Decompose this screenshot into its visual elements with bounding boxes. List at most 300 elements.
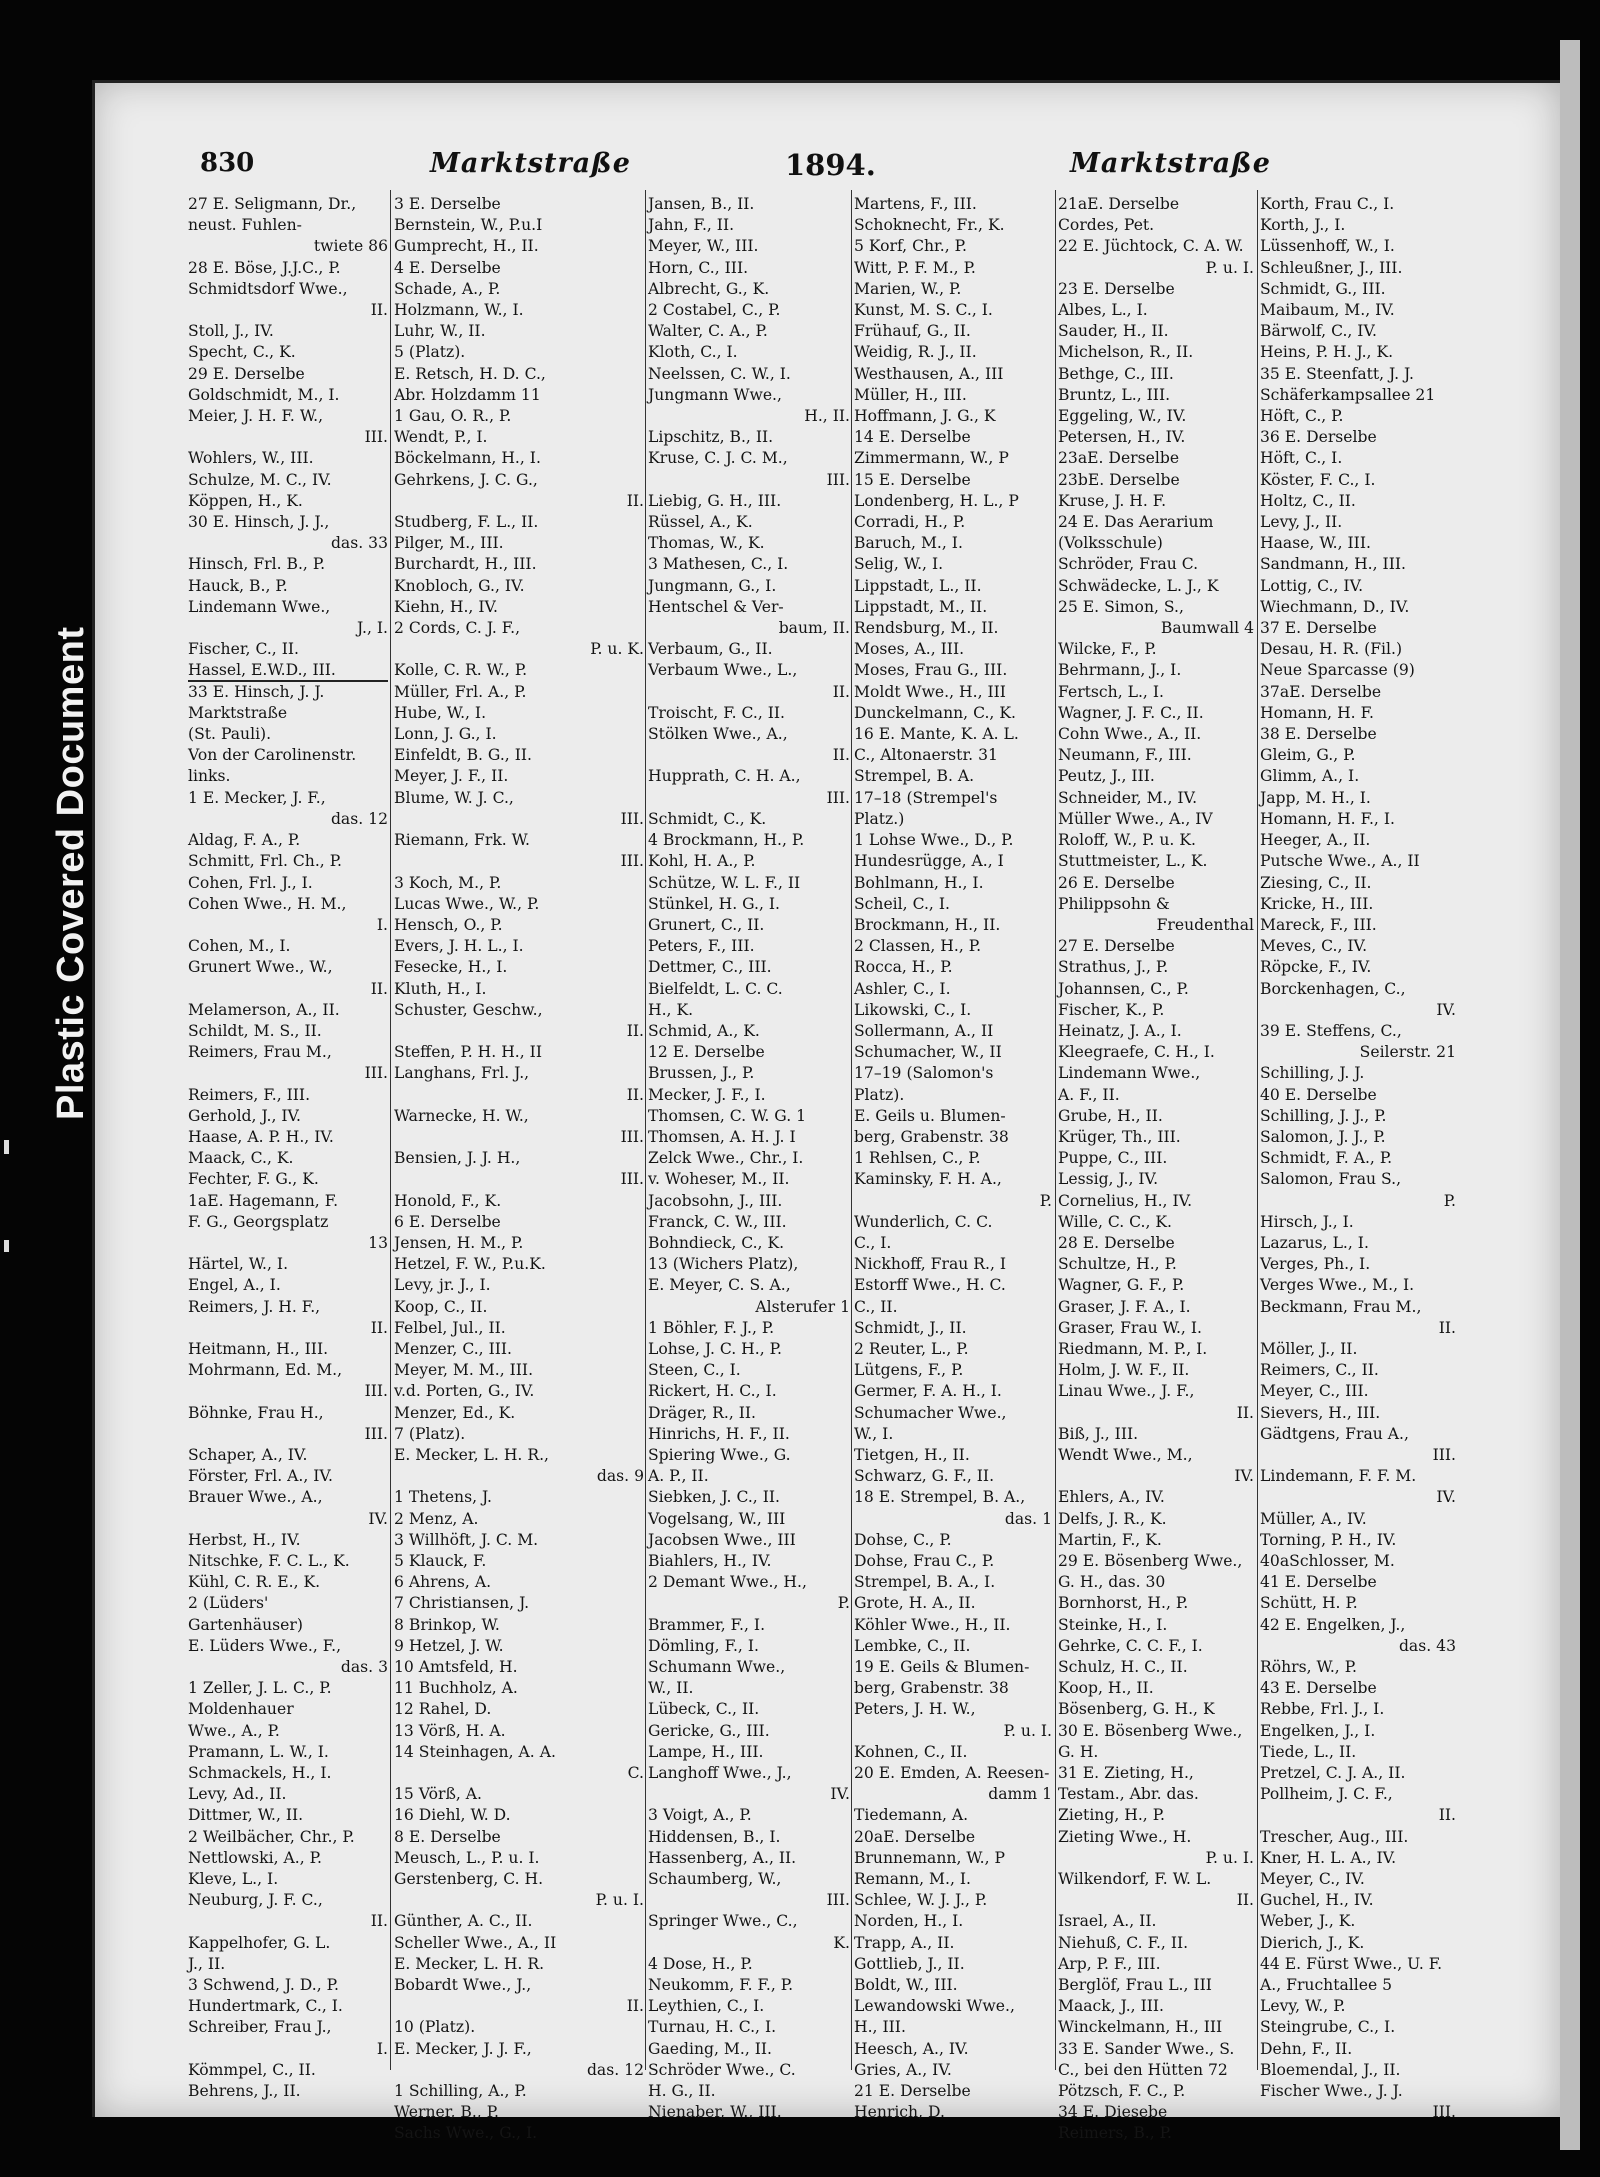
directory-line: 8 E. Derselbe [394, 1827, 501, 1846]
directory-column-4 [854, 194, 1052, 2122]
directory-line: 5 Korf, Chr., P. [854, 237, 967, 256]
directory-line: Strempel, B. A., I. [854, 1573, 996, 1592]
adjacent-page-edge [1560, 40, 1580, 2150]
directory-line: K. [833, 1933, 850, 1952]
directory-line: Wille, C. C., K. [1058, 1212, 1172, 1231]
directory-line: 3 Koch, M., P. [394, 873, 502, 892]
directory-line: Schulz, H. C., II. [1058, 1658, 1188, 1677]
directory-line: Homann, H. F. [1260, 703, 1374, 722]
directory-line: Roloff, W., P. u. K. [1058, 831, 1196, 850]
directory-line: Mohrmann, Ed. M., [188, 1361, 343, 1380]
directory-line: Likowski, C., I. [854, 1000, 972, 1019]
directory-line: C. [627, 1764, 644, 1783]
directory-line: Gumprecht, H., II. [394, 237, 539, 256]
directory-line: Graser, Frau W., I. [1058, 1318, 1202, 1337]
directory-line: 42 E. Engelken, J., [1260, 1615, 1406, 1634]
directory-line: Höft, C., P. [1260, 407, 1344, 426]
directory-line: Nettlowski, A., P. [188, 1848, 322, 1867]
directory-line: Förster, Frl. A., IV. [188, 1467, 333, 1486]
directory-line: v. Woheser, M., II. [648, 1170, 790, 1189]
directory-line: Guchel, H., IV. [1260, 1891, 1374, 1910]
directory-column-3 [648, 194, 850, 2122]
directory-line: Strempel, B. A. [854, 767, 975, 786]
directory-line: II. [832, 746, 850, 765]
directory-line: Verbaum, G., II. [648, 640, 773, 659]
directory-line: Köster, F. C., I. [1260, 470, 1376, 489]
directory-line: Meusch, L., P. u. I. [394, 1848, 540, 1867]
directory-line: Dierich, J., K. [1260, 1933, 1365, 1952]
directory-line: Herbst, H., IV. [188, 1530, 301, 1549]
directory-line: 39 E. Steffens, C., [1260, 1021, 1402, 1040]
directory-line: Seilerstr. 21 [1359, 1043, 1456, 1062]
directory-line: Stünkel, H. G., I. [648, 894, 781, 913]
directory-line: 17–18 (Strempel's [854, 788, 998, 807]
directory-line: 31 E. Zieting, H., [1058, 1764, 1194, 1783]
directory-line: Puppe, C., III. [1058, 1149, 1168, 1168]
directory-line: Gaeding, M., II. [648, 2039, 773, 2058]
directory-line: Zieting Wwe., H. [1058, 1827, 1192, 1846]
directory-line: Linau Wwe., J. F., [1058, 1382, 1195, 1401]
directory-line: Jahn, F., II. [648, 216, 735, 235]
directory-line: Grunert, C., II. [648, 915, 765, 934]
directory-line: Tiedemann, A. [854, 1806, 969, 1825]
directory-line: Scheil, C., I. [854, 894, 950, 913]
directory-line: Baumwall 4 [1160, 619, 1254, 638]
directory-column-5 [1058, 194, 1254, 2143]
directory-line: Dunckelmann, C., K. [854, 703, 1016, 722]
directory-line: Levy, J., II. [1260, 513, 1343, 532]
directory-line: Grunert Wwe., W., [188, 958, 333, 977]
directory-line: Schilling, J. J., P. [1260, 1106, 1387, 1125]
directory-line: Homann, H. F., I. [1260, 809, 1395, 828]
directory-line: Steingrube, C., I. [1260, 2018, 1396, 2037]
directory-line: Ashler, C., I. [854, 979, 951, 998]
directory-line: Günther, A. C., II. [394, 1912, 533, 1931]
directory-line: 9 Hetzel, J. W. [394, 1636, 504, 1655]
directory-line: das. 3 [340, 1658, 388, 1677]
directory-line: Aldag, F. A., P. [188, 831, 301, 850]
directory-line: Langhans, Frl. J., [394, 1064, 530, 1083]
directory-line: P. u. I. [1003, 1721, 1052, 1740]
directory-line: Mareck, F., III. [1260, 915, 1377, 934]
directory-line: Hassenberg, A., II. [648, 1848, 797, 1867]
directory-line: Einfeldt, B. G., II. [394, 746, 532, 765]
side-label-text: Plastic Covered Document [50, 626, 92, 1120]
directory-line: Neuburg, J. F. C., [188, 1891, 323, 1910]
directory-line: Fischer, K., P. [1058, 1000, 1165, 1019]
directory-line: Torning, P. H., IV. [1260, 1530, 1397, 1549]
directory-line: Neumann, F., III. [1058, 746, 1192, 765]
directory-line: Verges Wwe., M., I. [1260, 1276, 1415, 1295]
directory-line: 2 Weilbächer, Chr., P. [188, 1827, 355, 1846]
directory-line: II. [370, 979, 388, 998]
directory-line: Remann, M., I. [854, 1870, 972, 1889]
directory-line: Wagner, J. F. C., II. [1058, 703, 1204, 722]
column-rule [645, 190, 646, 2070]
directory-line: Delfs, J. R., K. [1058, 1509, 1167, 1528]
directory-line: Kleve, L., I. [188, 1870, 279, 1889]
directory-line: Böhnke, Frau H., [188, 1403, 324, 1422]
directory-line: Marien, W., P. [854, 279, 962, 298]
directory-line: Winckelmann, H., III [1058, 2018, 1223, 2037]
directory-line: Martens, F., III. [854, 195, 977, 213]
directory-line: IV. [368, 1509, 388, 1528]
directory-line: Bernstein, W., P.u.I [394, 216, 543, 235]
directory-line: III. [826, 788, 850, 807]
directory-line: Wiechmann, D., IV. [1260, 597, 1410, 616]
directory-line: Kohl, H. A., P. [648, 852, 756, 871]
directory-line: Hauck, B., P. [188, 576, 288, 595]
directory-line: 29 E. Bösenberg Wwe., [1058, 1552, 1243, 1570]
directory-line: III. [364, 1064, 388, 1083]
directory-line: 23aE. Derselbe [1058, 449, 1180, 468]
directory-line: Lüssenhoff, W., I. [1260, 237, 1395, 256]
directory-line: 38 E. Derselbe [1260, 725, 1377, 744]
directory-line: Thomas, W., K. [648, 534, 765, 553]
directory-line: Meier, J. H. F. W., [188, 407, 324, 426]
directory-line: Luhr, W., II. [394, 322, 486, 341]
page-number: 830 [200, 148, 255, 178]
directory-line: Lonn, J. G., I. [394, 725, 497, 744]
directory-line: Hube, W., I. [394, 703, 487, 722]
directory-line: 1 Lohse Wwe., D., P. [854, 831, 1014, 850]
directory-line: Horn, C., III. [648, 258, 749, 277]
directory-line: H. G., II. [648, 2082, 716, 2101]
directory-line: Israel, A., II. [1058, 1912, 1157, 1931]
directory-line: Neukomm, F. F., P. [648, 1976, 794, 1995]
column-rule [1055, 190, 1056, 2070]
directory-line: Neue Sparcasse (9) [1260, 661, 1415, 680]
directory-line: Lohse, J. C. H., P. [648, 1339, 782, 1358]
directory-line: Springer Wwe., C., [648, 1912, 798, 1931]
directory-line: Moldt Wwe., H., III [854, 682, 1006, 701]
directory-line: Berglöf, Frau L., III [1058, 1976, 1212, 1995]
directory-line: E. Meyer, C. S. A., [648, 1276, 791, 1295]
directory-line: 2 Cords, C. J. F., [394, 619, 521, 638]
directory-line: Gries, A., IV. [854, 2060, 952, 2079]
directory-line: II. [1236, 1403, 1254, 1422]
directory-line: 3 Voigt, A., P. [648, 1806, 752, 1825]
directory-line: 13 (Wichers Platz), [648, 1255, 799, 1274]
directory-line: 34 E. Diesebe [1058, 2103, 1168, 2122]
directory-line: IV. [1436, 1000, 1456, 1019]
directory-line: Schwädecke, L. J., K [1058, 576, 1219, 595]
directory-line: Kloth, C., I. [648, 343, 738, 362]
directory-line: Gehrkens, J. C. G., [394, 470, 538, 489]
directory-line: Kleegraefe, C. H., I. [1058, 1043, 1215, 1062]
directory-line: Kner, H. L. A., IV. [1260, 1848, 1397, 1867]
directory-line: Riemann, Frk. W. [394, 831, 530, 850]
directory-line: Henrich, D. [854, 2103, 945, 2122]
directory-line: 14 E. Derselbe [854, 428, 971, 447]
directory-line: Verges, Ph., I. [1260, 1255, 1371, 1274]
directory-line: Peters, F., III. [648, 937, 755, 956]
directory-line: Pretzel, C. J. A., II. [1260, 1764, 1406, 1783]
directory-line: F. G., Georgsplatz [188, 1212, 329, 1231]
directory-line: Pilger, M., III. [394, 534, 504, 553]
directory-line: Dettmer, C., III. [648, 958, 772, 977]
directory-line: Biahlers, H., IV. [648, 1552, 772, 1570]
column-rule [851, 190, 852, 2070]
directory-line: Werner, B., P. [394, 2103, 499, 2122]
directory-line: Fischer, C., II. [188, 640, 299, 659]
directory-line: Nienaber, W., III. [648, 2103, 782, 2122]
directory-line: Röpcke, F., IV. [1260, 958, 1372, 977]
running-head-year: 1894. [785, 148, 876, 182]
directory-line: Bösenberg, G. H., K [1058, 1700, 1215, 1719]
directory-line: Zimmermann, W., P [854, 449, 1009, 468]
directory-line: 18 E. Strempel, B. A., [854, 1488, 1026, 1507]
directory-line: Rüssel, A., K. [648, 513, 753, 532]
directory-line: 16 E. Mante, K. A. L. [854, 725, 1019, 744]
directory-line: Köhler Wwe., H., II. [854, 1615, 1011, 1634]
directory-line: Menzer, C., III. [394, 1339, 513, 1358]
directory-line: Fechter, F. G., K. [188, 1170, 319, 1189]
directory-line: I. [376, 915, 388, 934]
directory-line: Melamerson, A., II. [188, 1000, 340, 1019]
directory-line: Behrens, J., II. [188, 2082, 301, 2101]
directory-line: I. [376, 2039, 388, 2058]
directory-line: Rocca, H., P. [854, 958, 953, 977]
directory-line: Grote, H. A., II. [854, 1594, 976, 1613]
directory-line: Heitmann, H., III. [188, 1339, 329, 1358]
directory-line: 1 Rehlsen, C., P. [854, 1149, 981, 1168]
directory-line: Schmidt, G., III. [1260, 279, 1386, 298]
directory-line: 30 E. Bösenberg Wwe., [1058, 1721, 1243, 1740]
directory-line: Witt, P. F. M., P. [854, 258, 976, 277]
directory-line: Lübeck, C., II. [648, 1700, 760, 1719]
directory-line: Lindemann Wwe., [188, 597, 331, 616]
directory-line: Salomon, J. J., P. [1260, 1127, 1386, 1146]
directory-line: 19 E. Geils & Blumen- [854, 1658, 1030, 1677]
directory-line: Levy, Ad., II. [188, 1785, 287, 1804]
directory-line: Norden, H., I. [854, 1912, 964, 1931]
directory-line: III. [620, 852, 644, 871]
directory-line: Johannsen, C., P. [1058, 979, 1189, 998]
directory-line: Hundertmark, C., I. [188, 1997, 343, 2016]
directory-line: Turnau, H. C., I. [648, 2018, 777, 2037]
directory-line: Testam., Abr. das. [1058, 1785, 1199, 1804]
directory-line: 23bE. Derselbe [1058, 470, 1180, 489]
directory-line: Dittmer, W., II. [188, 1806, 304, 1825]
directory-line: Leythien, C., I. [648, 1997, 765, 2016]
directory-line: Schmid, A., K. [648, 1021, 760, 1040]
directory-line: 21aE. Derselbe [1058, 195, 1180, 213]
directory-line: Bloemendal, J., II. [1260, 2060, 1401, 2079]
column-rule [1257, 190, 1258, 2070]
directory-line: Reimers, Frau M., [188, 1043, 332, 1062]
directory-line: Möller, J., II. [1260, 1339, 1358, 1358]
directory-line: 13 [368, 1233, 388, 1252]
directory-line: Maibaum, M., IV. [1260, 301, 1395, 320]
directory-line: Tiede, L., II. [1260, 1742, 1357, 1761]
directory-line: II. [1438, 1806, 1456, 1825]
directory-line: Fesecke, H., I. [394, 958, 508, 977]
directory-line: IV. [1436, 1488, 1456, 1507]
directory-line: Kappelhofer, G. L. [188, 1933, 331, 1952]
directory-line: Spiering Wwe., G. [648, 1445, 791, 1464]
directory-line: Albes, L., I. [1058, 301, 1148, 320]
directory-line: Schoknecht, Fr., K. [854, 216, 1005, 235]
directory-line: 7 (Platz). [394, 1424, 466, 1443]
directory-line: 17–19 (Salomon's [854, 1064, 994, 1083]
directory-line: II. [626, 1085, 644, 1104]
directory-line: Moses, Frau G., III. [854, 661, 1008, 680]
directory-line: Desau, H. R. (Fil.) [1260, 640, 1403, 659]
directory-line: 26 E. Derselbe [1058, 873, 1175, 892]
directory-line: Meves, C., IV. [1260, 937, 1368, 956]
directory-line: E. Mecker, L. H. R. [394, 1954, 545, 1973]
directory-line: 2 Reuter, L., P. [854, 1339, 969, 1358]
directory-line: 2 Classen, H., P. [854, 937, 982, 956]
directory-line: Sauder, H., II. [1058, 322, 1169, 341]
directory-line: Marktstraße [188, 703, 288, 722]
directory-line: Heinatz, J. A., I. [1058, 1021, 1182, 1040]
directory-line: 20aE. Derselbe [854, 1827, 976, 1846]
directory-line: H., II. [804, 407, 850, 426]
directory-line: 35 E. Steenfatt, J. J. [1260, 364, 1415, 383]
directory-line: J., I. [356, 619, 388, 638]
directory-line: Dohse, C., P. [854, 1530, 952, 1549]
directory-line: Sievers, H., III. [1260, 1403, 1381, 1422]
directory-line: Rendsburg, M., II. [854, 619, 999, 638]
directory-line: Sachs Wwe., G., I. [394, 2124, 538, 2143]
directory-line: Lucas Wwe., W., P. [394, 894, 540, 913]
directory-line: 4 E. Derselbe [394, 258, 501, 277]
directory-line: 4 Brockmann, H., P. [648, 831, 805, 850]
directory-line: Verbaum Wwe., L., [648, 661, 798, 680]
directory-line: Schmitt, Frl. Ch., P. [188, 852, 342, 871]
directory-line: Hiddensen, B., I. [648, 1827, 781, 1846]
directory-line: Lippstadt, L., II. [854, 576, 982, 595]
directory-line: Brammer, F., I. [648, 1615, 766, 1634]
directory-line: Koop, C., II. [394, 1297, 488, 1316]
directory-line: 25 E. Simon, S., [1058, 597, 1184, 616]
directory-line: IV. [1234, 1467, 1254, 1486]
directory-line: Ziesing, C., II. [1260, 873, 1372, 892]
directory-line: 2 Menz, A. [394, 1509, 479, 1528]
directory-line: Lessig, J., IV. [1058, 1170, 1159, 1189]
directory-line: Salomon, Frau S., [1260, 1170, 1402, 1189]
directory-line: Schmidtsdorf Wwe., [188, 279, 348, 298]
directory-line: Meyer, M. M., III. [394, 1361, 534, 1380]
directory-line: Schaper, A., IV. [188, 1445, 308, 1464]
directory-line: Philippsohn & [1058, 894, 1170, 913]
directory-line: (St. Pauli). [188, 725, 272, 744]
directory-line: Hensch, O., P. [394, 915, 503, 934]
side-label [40, 600, 90, 1120]
directory-line: Meyer, C., III. [1260, 1382, 1369, 1401]
directory-line: Hirsch, J., I. [1260, 1212, 1354, 1231]
directory-line: Jungmann, G., I. [648, 576, 777, 595]
directory-line: Sollermann, A., II [854, 1021, 994, 1040]
directory-line: Gerhold, J., IV. [188, 1106, 302, 1125]
directory-line: III. [620, 1127, 644, 1146]
directory-line: Weber, J., K. [1260, 1912, 1356, 1931]
directory-line: Pramann, L. W., I. [188, 1742, 329, 1761]
directory-line: Wunderlich, C. C. [854, 1212, 993, 1231]
directory-line: Kohnen, C., II. [854, 1742, 968, 1761]
directory-line: Michelson, R., II. [1058, 343, 1194, 362]
directory-line: Maack, C., K. [188, 1149, 294, 1168]
directory-line: E. Retsch, H. D. C., [394, 364, 546, 383]
directory-line: Freudenthal [1156, 915, 1254, 934]
directory-line: Kruse, J. H. F. [1058, 491, 1167, 510]
directory-line: Wilcke, F., P. [1058, 640, 1157, 659]
directory-line: Borckenhagen, C., [1260, 979, 1406, 998]
directory-line: W., I. [854, 1424, 894, 1443]
directory-line: Ehlers, A., IV. [1058, 1488, 1165, 1507]
directory-line: Bärwolf, C., IV. [1260, 322, 1377, 341]
directory-line: Riedmann, M. P., I. [1058, 1339, 1208, 1358]
directory-line: 37 E. Derselbe [1260, 619, 1377, 638]
directory-line: Lampe, H., III. [648, 1742, 764, 1761]
directory-line: Hassel, E.W.D., III. [188, 661, 336, 680]
directory-line: 5 (Platz). [394, 343, 466, 362]
directory-line: links. [188, 767, 231, 786]
directory-line: Schleußner, J., III. [1260, 258, 1403, 277]
directory-line: 11 Buchholz, A. [394, 1679, 518, 1698]
directory-line: Holtz, C., II. [1260, 491, 1356, 510]
directory-line: Schildt, M. S., II. [188, 1021, 322, 1040]
directory-line: E. Geils u. Blumen- [854, 1106, 1006, 1125]
directory-line: Siebken, J. C., II. [648, 1488, 780, 1507]
directory-line: 40 E. Derselbe [1260, 1085, 1377, 1104]
directory-line: Hupprath, C. H. A., [648, 767, 801, 786]
directory-line: 44 E. Fürst Wwe., U. F. [1260, 1954, 1443, 1973]
directory-line: Schütt, H. P. [1260, 1594, 1358, 1613]
directory-line: II. [1438, 1318, 1456, 1337]
directory-line: Heeger, A., II. [1260, 831, 1371, 850]
directory-line: Schmackels, H., I. [188, 1764, 332, 1783]
directory-line: Warnecke, H. W., [394, 1106, 529, 1125]
directory-line: 1 Zeller, J. L. C., P. [188, 1679, 332, 1698]
directory-line: Peters, J. H. W., [854, 1700, 976, 1719]
directory-line: II. [370, 1912, 388, 1931]
directory-line: Müller, H., III. [854, 385, 967, 404]
directory-line: A. P., II. [648, 1467, 709, 1486]
directory-line: das. 12 [330, 809, 388, 828]
directory-line: Schumacher Wwe., [854, 1403, 1007, 1422]
directory-line: 3 Willhöft, J. C. M. [394, 1530, 539, 1549]
directory-line: Koop, H., II. [1058, 1679, 1154, 1698]
directory-line: 10 (Platz). [394, 2018, 476, 2037]
directory-line: Germer, F. A. H., I. [854, 1382, 1002, 1401]
directory-line: Neelssen, C. W., I. [648, 364, 791, 383]
directory-line: Müller, A., IV. [1260, 1509, 1367, 1528]
directory-line: Gädtgens, Frau A., [1260, 1424, 1409, 1443]
directory-line: 28 E. Böse, J.J.C., P. [188, 258, 341, 277]
directory-line: Stölken Wwe., A., [648, 725, 788, 744]
directory-line: Schmidt, C., K. [648, 809, 767, 828]
directory-line: G. H., das. 30 [1058, 1573, 1166, 1592]
directory-line: Thomsen, C. W. G. 1 [648, 1106, 807, 1125]
directory-line: Hentschel & Ver- [648, 597, 784, 616]
directory-line: Kolle, C. R. W., P. [394, 661, 528, 680]
directory-line: Steen, C., I. [648, 1361, 741, 1380]
directory-line: 37aE. Derselbe [1260, 682, 1382, 701]
directory-line: Albrecht, G., K. [648, 279, 770, 298]
directory-line: Lazarus, L., I. [1260, 1233, 1369, 1252]
directory-line: Martin, F., K. [1058, 1530, 1162, 1549]
directory-column-2 [394, 194, 644, 2143]
directory-line: 16 Diehl, W. D. [394, 1806, 511, 1825]
column-rule [390, 190, 391, 2070]
margin-mark [4, 1140, 9, 1154]
directory-line: Corradi, H., P. [854, 513, 966, 532]
directory-line: Dohse, Frau C., P. [854, 1552, 995, 1570]
directory-line: Gericke, G., III. [648, 1721, 770, 1740]
